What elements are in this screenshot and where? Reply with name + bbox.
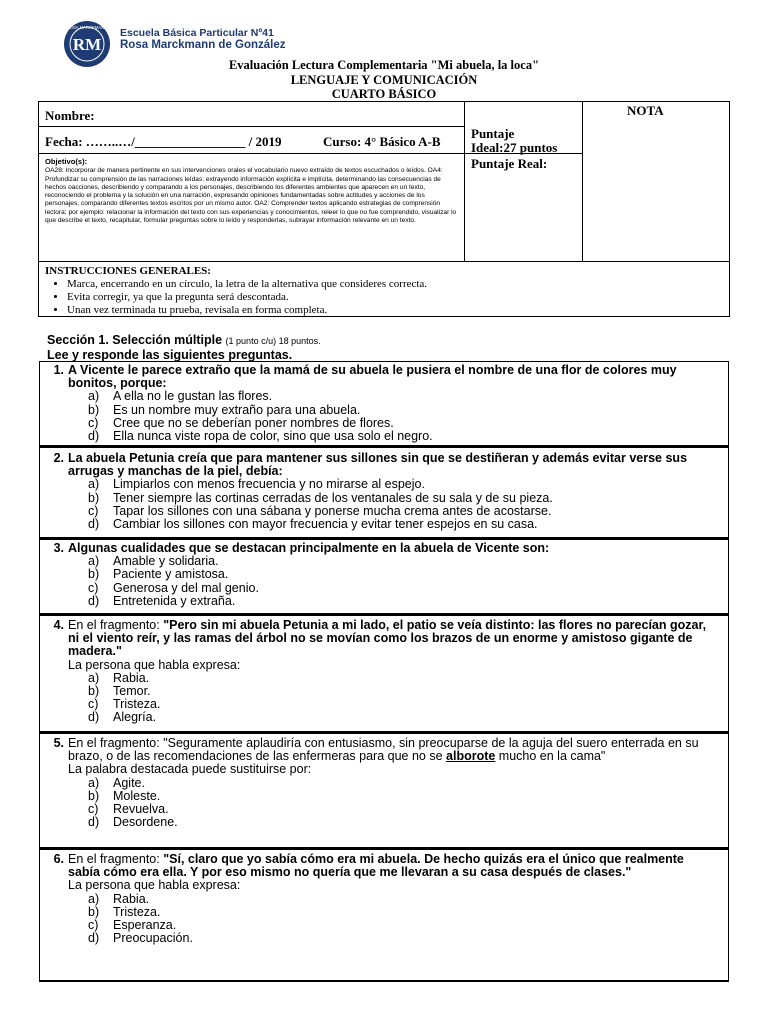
section-header: [47, 333, 321, 362]
option-d[interactable]: d) Ella nunca viste ropa de color, sino que usa solo el negro.: [88, 429, 433, 444]
option-d[interactable]: d) Desordene.: [88, 815, 178, 830]
puntaje-real-field[interactable]: Puntaje Real:: [471, 156, 548, 171]
general-instructions: [45, 265, 721, 317]
curso-label: Curso: 4° Básico A-B: [323, 134, 441, 149]
document-titles: [0, 58, 768, 102]
option-a[interactable]: a) Limpiarlos con menos frecuencia y no mirarse al espejo.: [88, 477, 425, 492]
fragment-quote-end: mucho en la cama": [495, 749, 606, 764]
question-6: [39, 849, 729, 982]
subject-title: LENGUAJE Y COMUNICACIÓN: [290, 72, 478, 87]
fecha-field[interactable]: Fecha: ……..…/_________________ / 2019: [45, 134, 282, 149]
option-c[interactable]: c) Tristeza.: [88, 697, 161, 712]
option-d[interactable]: d) Entretenida y extraña.: [88, 593, 236, 608]
option-d[interactable]: d) Cambiar los sillones con mayor frecuencia y evitar tener espejos en su casa.: [88, 517, 538, 532]
question-4: [39, 615, 729, 733]
question-2: [39, 447, 729, 539]
option-c[interactable]: c) Tapar los sillones con una sábana y ponerse mucha crema antes de acostarse.: [88, 503, 552, 518]
objectives-title: Objetivo(s):: [45, 157, 88, 166]
question-prompt: La persona que habla expresa:: [68, 878, 241, 893]
question-number: 6.: [53, 852, 64, 866]
fragment-intro: En el fragmento:: [68, 852, 164, 866]
puntaje-ideal: [471, 127, 557, 155]
objectives: [45, 158, 459, 225]
fragment-quote: "Pero sin mi abuela Petunia a mi lado, el patio se veía distinto: las flores no parecían gozar, ni el viento reír, y las ramas del árbol no se movían como los brazos de un enorme y amistoso gigante de madera.": [68, 618, 707, 659]
option-a[interactable]: a) A ella no le gustan las flores.: [88, 389, 273, 404]
question-number: 5.: [53, 736, 64, 750]
question-prompt: La persona que habla expresa:: [68, 657, 241, 672]
nota-field[interactable]: NOTA: [627, 103, 664, 118]
question-prompt: La palabra destacada puede sustituirse por:: [68, 762, 312, 777]
section-title: Sección 1. Selección múltiple: [47, 333, 223, 347]
instruction-item: • Evita corregir, ya que la pregunta será descontada.: [67, 291, 721, 304]
section-subtitle: Lee y responde las siguientes preguntas.: [47, 348, 293, 362]
instruction-item: • Marca, encerrando en un círculo, la letra de la alternativa que consideres correcta.: [67, 278, 721, 291]
nombre-field[interactable]: Nombre:: [45, 108, 95, 123]
option-c[interactable]: c) Cree que no se deberían poner nombres de flores.: [88, 415, 394, 430]
school-line2: Rosa Marckmann de González: [120, 39, 286, 51]
puntaje-label: Puntaje: [471, 126, 515, 141]
section-points: (1 punto c/u) 18 puntos.: [225, 336, 321, 346]
option-b[interactable]: b) Tristeza.: [88, 904, 161, 919]
question-stem: La abuela Petunia creía que para mantener sus sillones sin que se destiñeran y además evitar verse sus arrugas y manchas de la piel, debía:: [68, 451, 688, 479]
option-a[interactable]: a) Amable y solidaria.: [88, 554, 219, 569]
option-b[interactable]: b) Es un nombre muy extraño para una abuela.: [88, 402, 361, 417]
question-3: [39, 539, 729, 615]
grade-title: CUARTO BÁSICO: [331, 87, 437, 101]
question-1: [39, 361, 729, 447]
option-d[interactable]: d) Preocupación.: [88, 931, 193, 946]
school-line1: Escuela Básica Particular Nº41: [120, 27, 274, 39]
fragment-quote: "Sí, claro que yo sabía cómo era mi abuela. De hecho quizás era el único que realmente sabía cómo era ella. Y por eso mismo no quería que me llevaran a su casa después de clases.": [68, 852, 684, 880]
option-c[interactable]: c) Generosa y del mal genio.: [88, 580, 259, 595]
fragment-intro: En el fragmento:: [68, 618, 164, 632]
fragment-quote: "Seguramente aplaudiría con entusiasmo, sin preocuparse de la aguja del suero enterrada en su brazo, o de las recomendaciones de las enfermeras para que no se: [68, 736, 699, 764]
option-a[interactable]: a) Agite.: [88, 775, 145, 790]
option-b[interactable]: b) Tener siempre las cortinas cerradas de los ventanales de su sala y de su pieza.: [88, 490, 553, 505]
question-5: [39, 733, 729, 849]
option-b[interactable]: b) Moleste.: [88, 788, 161, 803]
objectives-text: OA28: Incorporar de manera pertinente en sus intervenciones orales el vocabulario nuevo extraído de textos escuchados o leídos. OA4: Profundizar su comprensión de las narraciones leídas: extrayendo información explícita e implícita, determinando las consecuencias de hechos oacciones, describiendo y comparando a los personajes, describiendo los diferentes ambientes que aparecen en un texto, reconociendo el problema y la solución en una narración, expresando opiniones fundamentadas sobre actitudes y acciones de los personajes, comparando diferentes textos escritos por un mismo autor. OA2: Comprender textos aplicando estrategias de comprensión lectora; por ejemplo: relacionar la información del texto con sus experiencias y conocimientos, releer lo que no fue comprendido, visualizar lo que describe el texto, recapitular, formular preguntas sobre lo leído y responderlas, subrayar información relevante en un texto.: [45, 167, 457, 225]
option-c[interactable]: c) Revuelva.: [88, 802, 169, 817]
question-number: 4.: [53, 618, 64, 632]
logo-ring-text: ROSA MARCKMANN: [66, 25, 108, 30]
question-stem: A Vicente le parece extraño que la mamá de su abuela le pusiera el nombre de una flor de colores muy bonitos, porque:: [68, 363, 677, 391]
question-number: 1.: [53, 363, 64, 377]
school-name: [120, 27, 286, 51]
exam-title: Evaluación Lectura Complementaria "Mi abuela, la loca": [228, 58, 540, 72]
question-stem: Algunas cualidades que se destacan principalmente en la abuela de Vicente son:: [68, 541, 550, 555]
option-b[interactable]: b) Temor.: [88, 684, 151, 699]
instructions-title: INSTRUCCIONES GENERALES:: [45, 265, 211, 277]
option-a[interactable]: a) Rabia.: [88, 891, 150, 906]
highlighted-word: alborote: [446, 749, 496, 764]
option-d[interactable]: d) Alegría.: [88, 710, 157, 725]
question-number: 3.: [53, 541, 64, 555]
ideal-label: Ideal:27 puntos: [471, 140, 558, 155]
option-b[interactable]: b) Paciente y amistosa.: [88, 567, 229, 582]
instruction-item: • Unan vez terminada tu prueba, revísala en forma completa.: [67, 304, 721, 317]
logo-monogram: RM: [72, 35, 102, 54]
question-number: 2.: [53, 451, 64, 465]
option-a[interactable]: a) Rabia.: [88, 670, 150, 685]
fragment-intro: En el fragmento:: [68, 736, 164, 750]
option-c[interactable]: c) Esperanza.: [88, 918, 177, 933]
student-info-table: [38, 101, 730, 317]
